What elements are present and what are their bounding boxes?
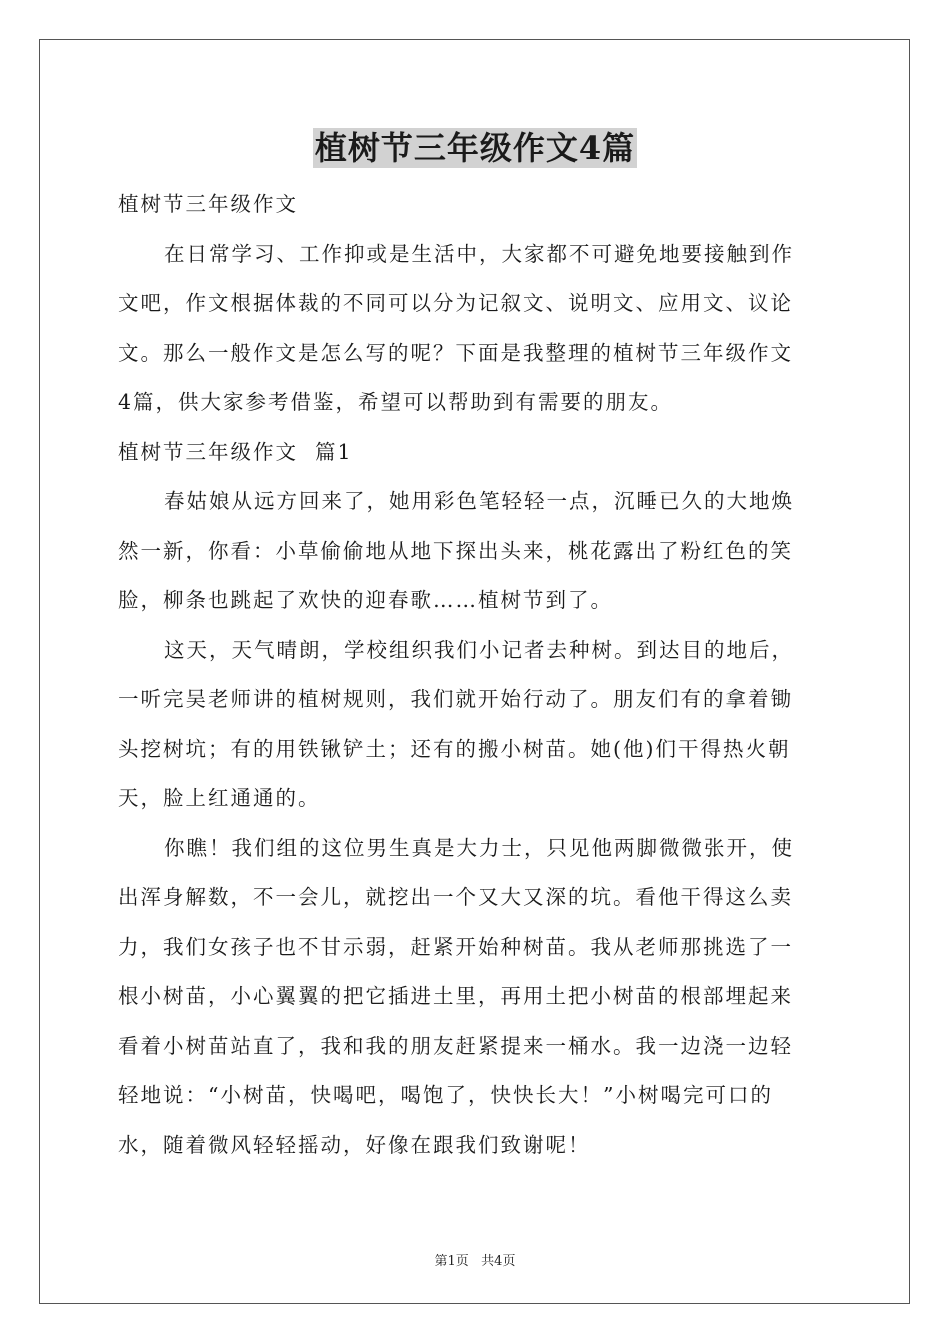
paragraph-line: 轻地说：“小树苗，快喝吧，喝饱了，快快长大！”小树喝完可口的 [118, 1083, 773, 1107]
paragraph-line: 天，脸上红通通的。 [118, 786, 321, 810]
document-body [118, 180, 834, 1170]
intro-line: 文吧，作文根据体裁的不同可以分为记叙文、说明文、应用文、议论 [118, 291, 793, 315]
section-heading: 植树节三年级作文 篇1 [118, 439, 353, 464]
paragraph-line: 这天，天气晴朗，学校组织我们小记者去种树。到达目的地后， [164, 637, 794, 662]
page-footer [0, 1250, 950, 1269]
title-container [0, 128, 950, 168]
paragraph-line: 你瞧！我们组的这位男生真是大力士，只见他两脚微微张开，使 [164, 835, 794, 860]
page-number: 第1页 共4页 [434, 1254, 516, 1269]
paragraph-line: 脸，柳条也跳起了欢快的迎春歌……植树节到了。 [118, 588, 613, 612]
paragraph-line: 出浑身解数，不一会儿，就挖出一个又大又深的坑。看他干得这么卖 [118, 885, 793, 909]
intro-line: 在日常学习、工作抑或是生活中，大家都不可避免地要接触到作 [164, 241, 794, 266]
document-title: 植树节三年级作文4篇 [314, 129, 636, 167]
paragraph-line: 然一新，你看：小草偷偷地从地下探出头来，桃花露出了粉红色的笑 [118, 538, 793, 563]
intro-line: 4篇，供大家参考借鉴，希望可以帮助到有需要的朋友。 [118, 390, 674, 414]
intro-line: 文。那么一般作文是怎么写的呢？下面是我整理的植树节三年级作文 [118, 340, 793, 365]
paragraph-line: 一听完吴老师讲的植树规则，我们就开始行动了。朋友们有的拿着锄 [118, 687, 793, 711]
paragraph-line: 头挖树坑；有的用铁锹铲土；还有的搬小树苗。她(他)们干得热火朝 [118, 736, 791, 761]
subtitle: 植树节三年级作文 [118, 192, 298, 216]
paragraph-line: 力，我们女孩子也不甘示弱，赶紧开始种树苗。我从老师那挑选了一 [118, 934, 793, 959]
paragraph-line: 水，随着微风轻轻摇动，好像在跟我们致谢呢！ [118, 1132, 591, 1157]
paragraph-line: 看着小树苗站直了，我和我的朋友赶紧提来一桶水。我一边浇一边轻 [118, 1033, 793, 1058]
paragraph-line: 根小树苗，小心翼翼的把它插进土里，再用土把小树苗的根部埋起来 [118, 984, 793, 1008]
paragraph-line: 春姑娘从远方回来了，她用彩色笔轻轻一点，沉睡已久的大地焕 [164, 489, 794, 513]
